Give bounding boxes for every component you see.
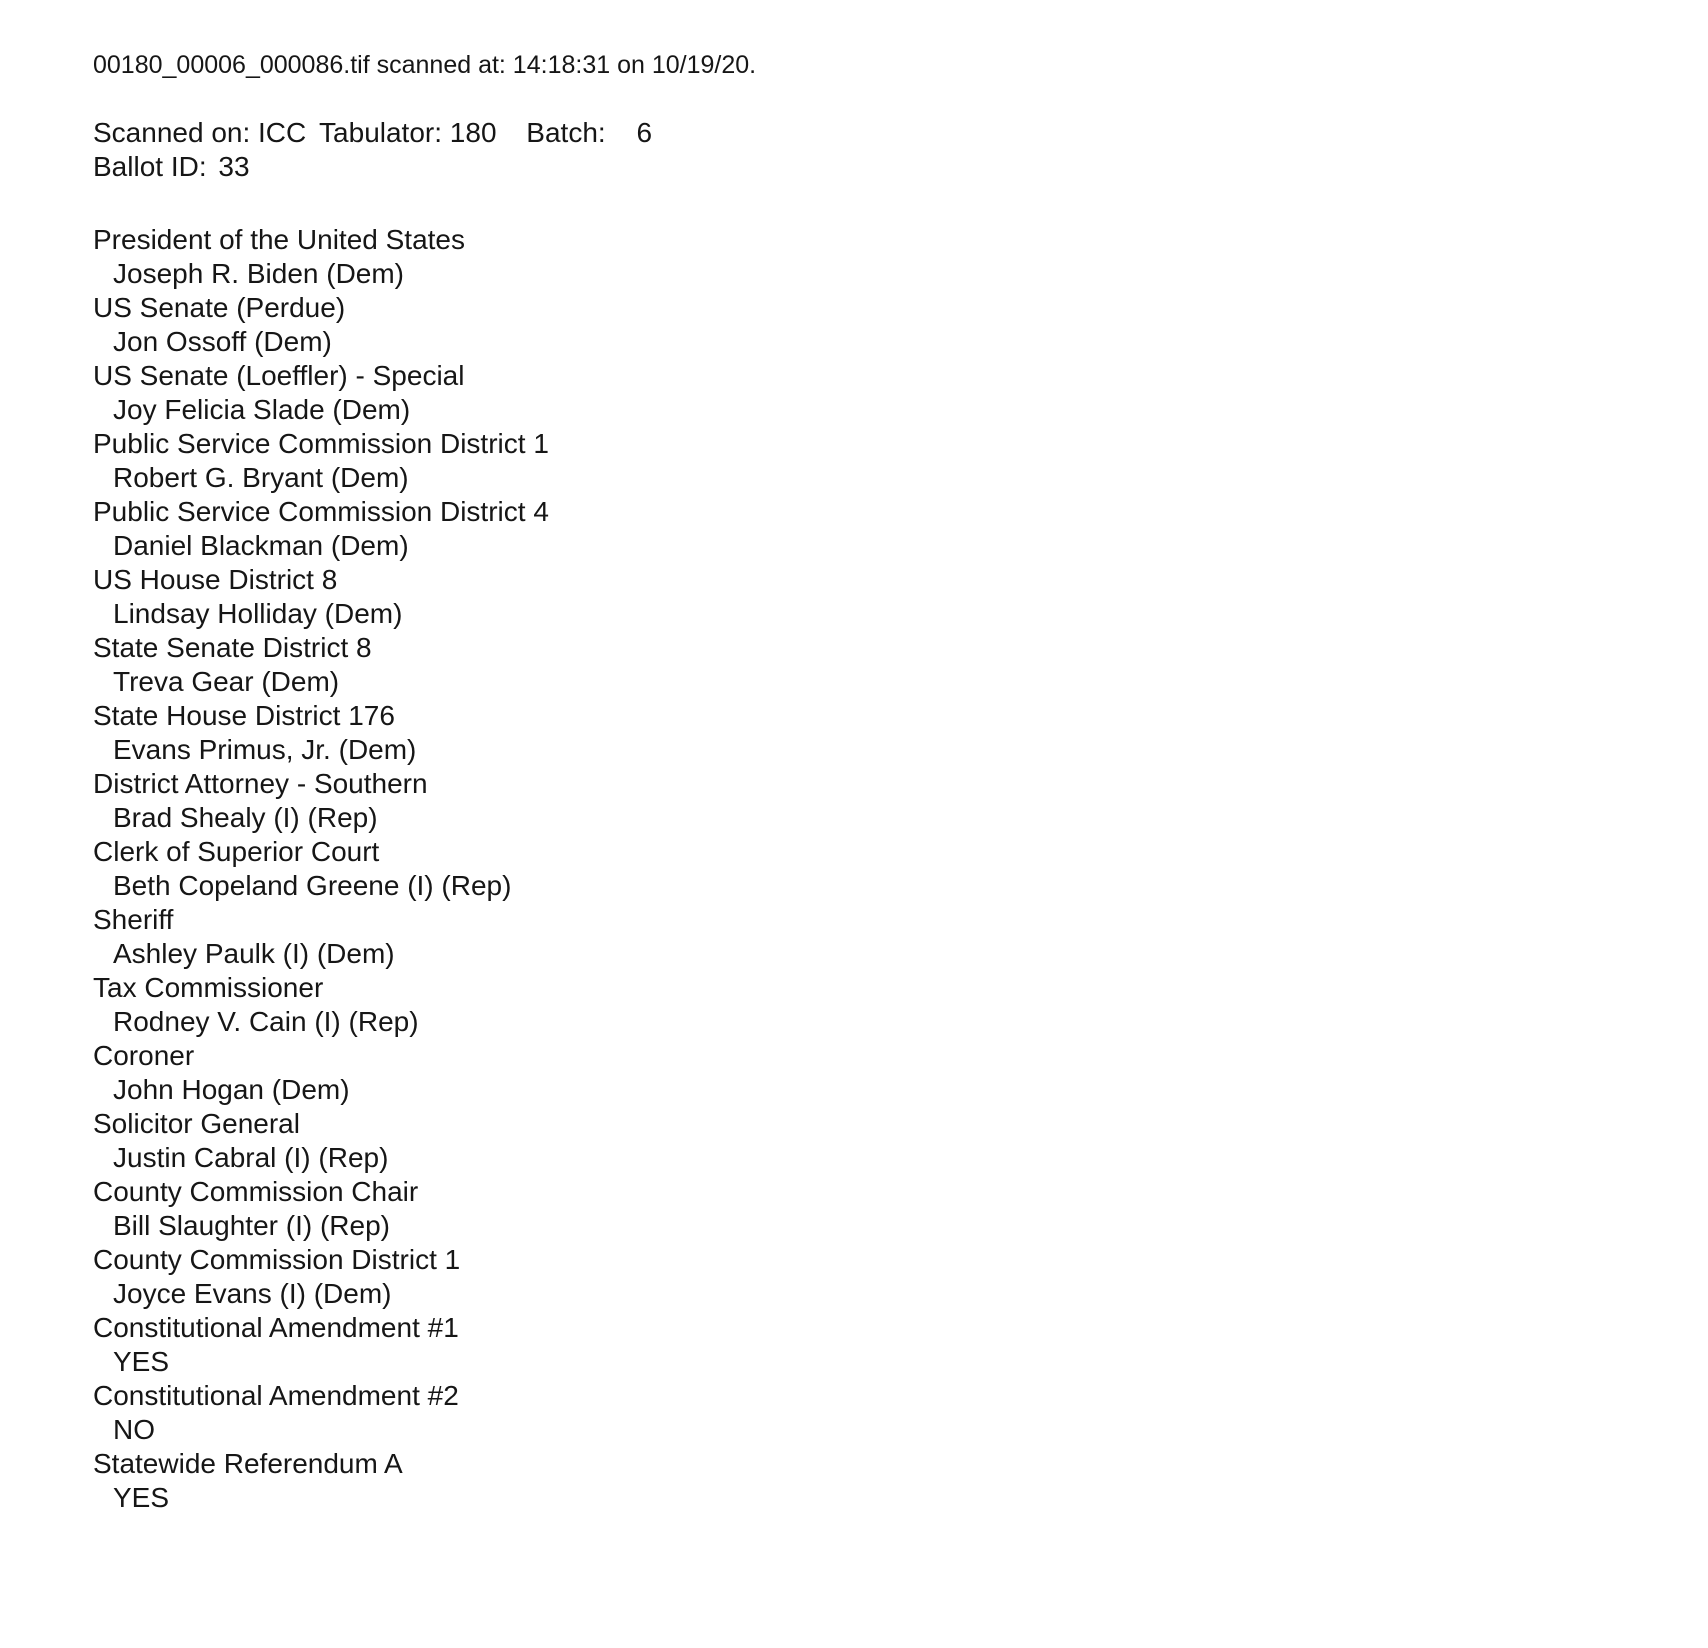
contest-title: President of the United States <box>93 224 465 255</box>
contest-title: US Senate (Loeffler) - Special <box>93 360 465 391</box>
contest-selection: Bill Slaughter (I) (Rep) <box>113 1210 390 1241</box>
contest-title: Constitutional Amendment #1 <box>93 1312 459 1343</box>
contest-block <box>93 767 1668 835</box>
scan-filename-line: 00180_00006_000086.tif scanned at: 14:18:31 on 10/19/20. <box>93 51 757 79</box>
tabulator-label: Tabulator: <box>319 117 443 148</box>
contest-title: County Commission District 1 <box>93 1244 461 1275</box>
contest-block <box>93 1447 1668 1515</box>
contest-block <box>93 495 1668 563</box>
contest-block <box>93 223 1668 291</box>
contest-title: Solicitor General <box>93 1108 300 1139</box>
tabulator-value: 180 <box>449 117 497 148</box>
contest-block <box>93 1107 1668 1175</box>
contest-selection: NO <box>113 1414 155 1445</box>
contest-title: District Attorney - Southern <box>93 768 428 799</box>
contest-selection: Evans Primus, Jr. (Dem) <box>113 734 417 765</box>
contest-selection: Treva Gear (Dem) <box>113 666 340 697</box>
contest-block <box>93 1379 1668 1447</box>
contest-title: Coroner <box>93 1040 195 1071</box>
contest-block <box>93 835 1668 903</box>
contest-block <box>93 1243 1668 1311</box>
contest-title: State Senate District 8 <box>93 632 372 663</box>
contest-block <box>93 563 1668 631</box>
contest-block <box>93 971 1668 1039</box>
scanned-on-label: Scanned on: <box>93 117 251 148</box>
contest-title: County Commission Chair <box>93 1176 419 1207</box>
batch-label: Batch: <box>526 117 606 148</box>
contest-block <box>93 359 1668 427</box>
contest-selection: Rodney V. Cain (I) (Rep) <box>113 1006 419 1037</box>
contest-selection: Jon Ossoff (Dem) <box>113 326 332 357</box>
contest-selection: Brad Shealy (I) (Rep) <box>113 802 378 833</box>
contest-selection: Daniel Blackman (Dem) <box>113 530 409 561</box>
contest-block <box>93 291 1668 359</box>
contest-selection: YES <box>113 1482 170 1513</box>
contest-block <box>93 699 1668 767</box>
contest-block <box>93 1039 1668 1107</box>
ballot-id-label: Ballot ID: <box>93 151 207 182</box>
contest-title: US Senate (Perdue) <box>93 292 346 323</box>
contest-title: Public Service Commission District 1 <box>93 428 549 459</box>
contest-block <box>93 1175 1668 1243</box>
contest-title: Clerk of Superior Court <box>93 836 380 867</box>
contest-title: Tax Commissioner <box>93 972 324 1003</box>
contest-block <box>93 427 1668 495</box>
contest-selection: John Hogan (Dem) <box>113 1074 350 1105</box>
contest-title: Public Service Commission District 4 <box>93 496 549 527</box>
ballot-id-value: 33 <box>218 151 250 182</box>
contest-title: Constitutional Amendment #2 <box>93 1380 459 1411</box>
contest-selection: Beth Copeland Greene (I) (Rep) <box>113 870 512 901</box>
batch-value: 6 <box>636 117 653 148</box>
contest-title: Statewide Referendum A <box>93 1448 403 1479</box>
contest-title: Sheriff <box>93 904 174 935</box>
ballot-id-line <box>93 150 1668 184</box>
contest-selection: Justin Cabral (I) (Rep) <box>113 1142 389 1173</box>
contest-title: State House District 176 <box>93 700 395 731</box>
contest-block <box>93 631 1668 699</box>
contest-selection: YES <box>113 1346 170 1377</box>
contest-block <box>93 903 1668 971</box>
contest-list <box>93 223 1668 1515</box>
scan-info-line <box>93 116 1668 150</box>
contest-selection: Joseph R. Biden (Dem) <box>113 258 405 289</box>
contest-selection: Ashley Paulk (I) (Dem) <box>113 938 395 969</box>
contest-selection: Joyce Evans (I) (Dem) <box>113 1278 392 1309</box>
contest-selection: Lindsay Holliday (Dem) <box>113 598 403 629</box>
contest-selection: Joy Felicia Slade (Dem) <box>113 394 411 425</box>
contest-selection: Robert G. Bryant (Dem) <box>113 462 409 493</box>
scanned-on-value: ICC <box>258 117 307 148</box>
contest-title: US House District 8 <box>93 564 338 595</box>
contest-block <box>93 1311 1668 1379</box>
